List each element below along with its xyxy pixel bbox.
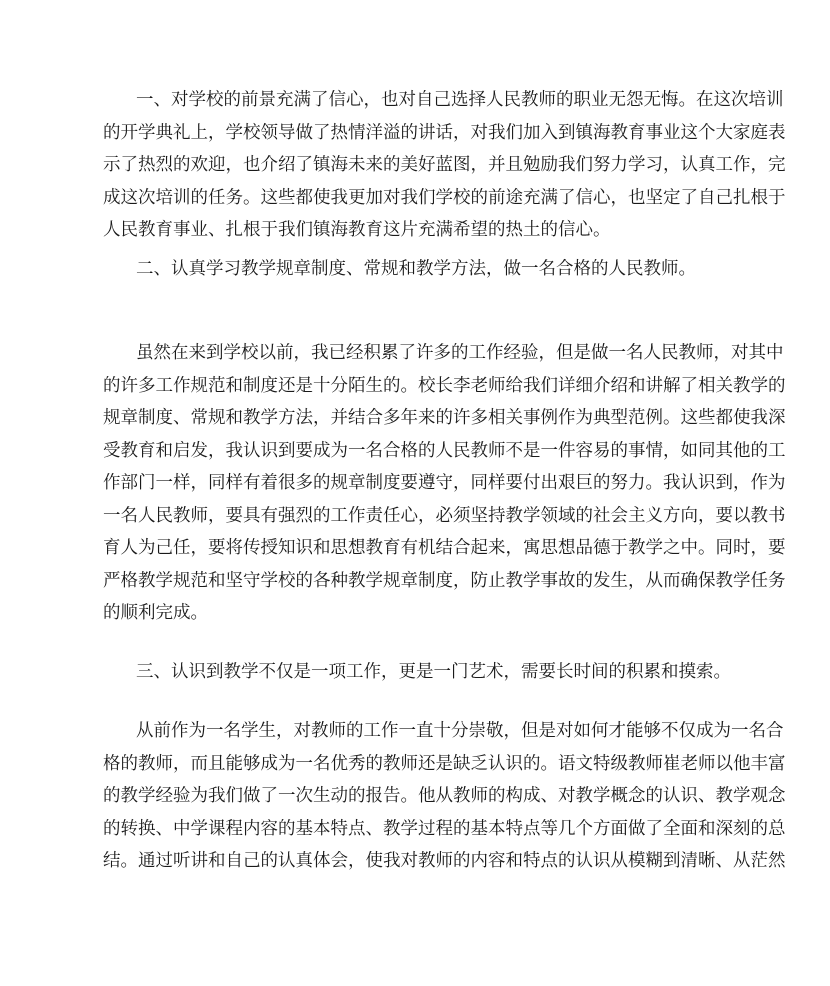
text-line: 作部门一样，同样有着很多的规章制度要遵守，同样要付出艰巨的努力。我认识到，作为 [103,473,786,493]
text-line: 的教学经验为我们做了一次生动的报告。他从教师的构成、对教学概念的认识、教学观念 [103,786,786,806]
text-line: 严格教学规范和坚守学校的各种教学规章制度，防止教学事故的发生，从而确保教学任务 [103,570,786,591]
text-line: 结。通过听讲和自己的认真体会，使我对教师的内容和特点的认识从模糊到清晰、从茫然 [103,851,786,871]
text-line: 的开学典礼上，学校领导做了热情洋溢的讲话，对我们加入到镇海教育事业这个大家庭表 [103,122,786,143]
text-line: 一名人民教师，要具有强烈的工作责任心，必须坚持教学领域的社会主义方向，要以教书 [103,505,786,526]
text-line: 示了热烈的欢迎，也介绍了镇海未来的美好蓝图，并且勉励我们努力学习，认真工作，完 [103,155,786,175]
text-line: 的转换、中学课程内容的基本特点、教学过程的基本特点等几个方面做了全面和深刻的总 [103,818,786,839]
text-line: 一、对学校的前景充满了信心，也对自己选择人民教师的职业无怨无悔。在这次培训 [136,90,784,110]
text-line: 育人为己任，要将传授知识和思想教育有机结合起来，寓思想品德于教学之中。同时，要 [103,538,786,558]
heading-text: 二、认真学习教学规章制度、常规和教学方法，做一名合格的人民教师。 [136,259,696,279]
paragraph-2 [103,337,786,630]
heading-text: 三、认识到教学不仅是一项工作，更是一门艺术，需要长时间的积累和摸索。 [136,662,731,682]
section-heading-2 [103,253,733,286]
text-line: 的顺利完成。 [103,603,208,623]
text-line: 虽然在来到学校以前，我已经积累了许多的工作经验，但是做一名人民教师，对其中 [136,343,784,363]
paragraph-3 [103,715,786,878]
text-line: 从前作为一名学生，对教师的工作一直十分崇敬，但是对如何才能够不仅成为一名合 [136,721,784,741]
section-heading-3 [103,656,733,689]
text-line: 的许多工作规范和制度还是十分陌生的。校长李老师给我们详细介绍和讲解了相关教学的 [103,375,786,396]
text-line: 受教育和启发，我认识到要成为一名合格的人民教师不是一件容易的事情，如同其他的工 [103,440,786,461]
paragraph-1 [103,84,786,247]
text-line: 成这次培训的任务。这些都使我更加对我们学校的前途充满了信心，也坚定了自己扎根于 [103,187,786,208]
text-line: 人民教育事业、扎根于我们镇海教育这片充满希望的热土的信心。 [103,220,611,240]
text-line: 格的教师，而且能够成为一名优秀的教师还是缺乏认识的。语文特级教师崔老师以他丰富 [103,753,786,774]
text-line: 规章制度、常规和教学方法，并结合多年来的许多相关事例作为典型范例。这些都使我深 [103,408,786,428]
